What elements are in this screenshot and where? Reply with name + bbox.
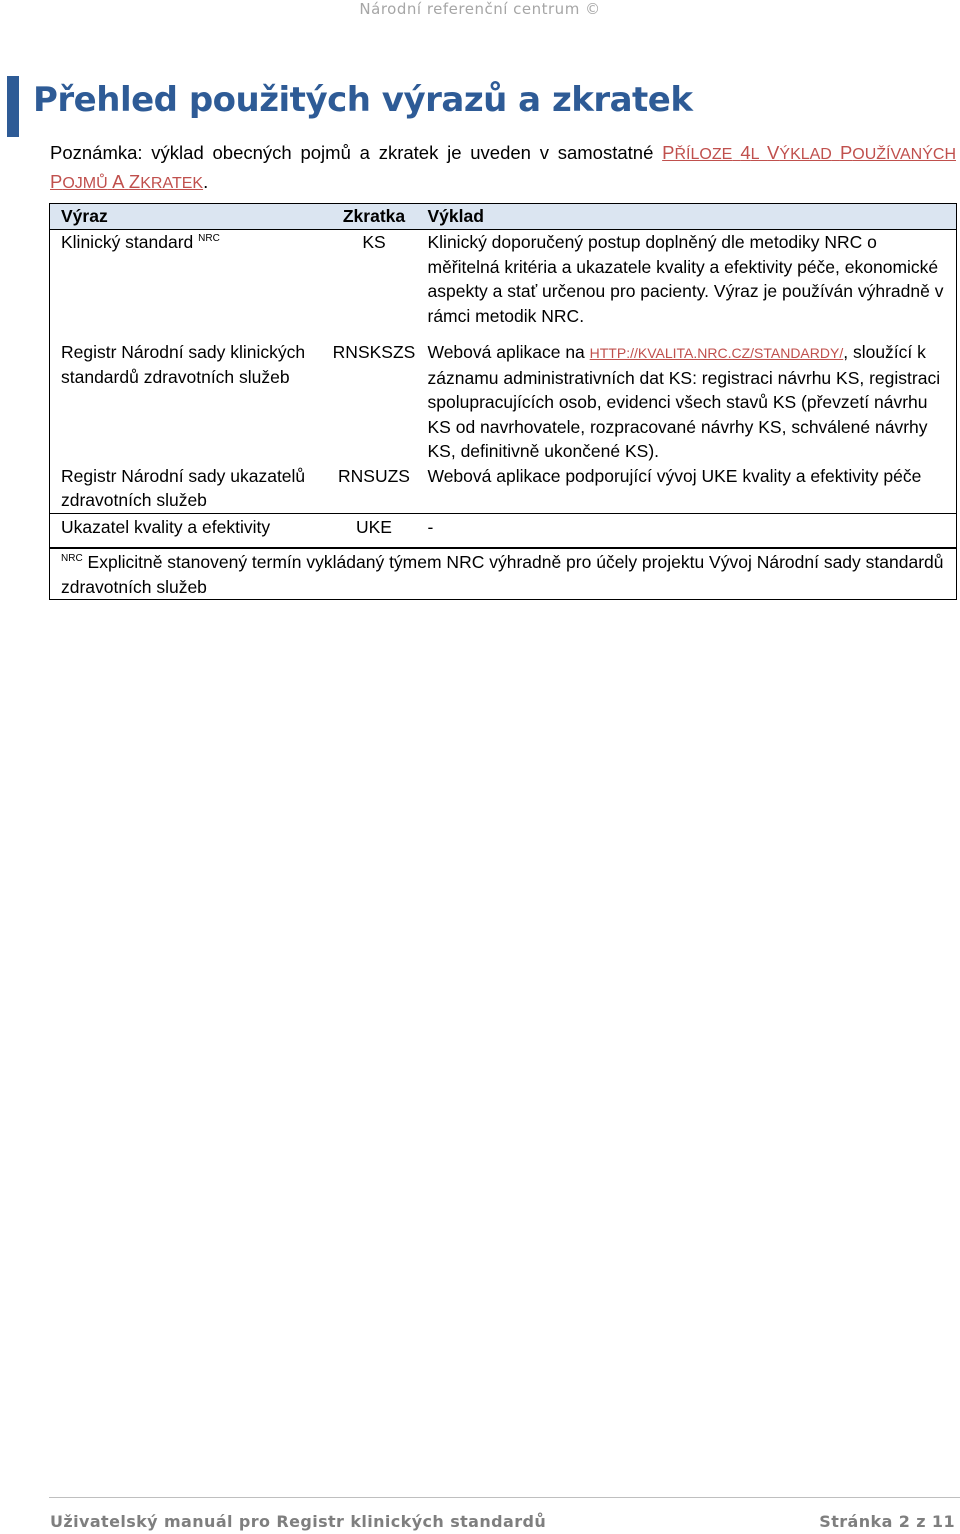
table-row bbox=[50, 464, 957, 514]
row-desc: - bbox=[427, 516, 434, 537]
row-abbr: UKE bbox=[356, 516, 392, 537]
footnote-superscript: NRC bbox=[61, 553, 83, 564]
footnote-body: Explicitně stanovený termín vykládaný týmem NRC výhradně pro účely projektu Vývoj Národní sady standardů zdravotních služeb bbox=[61, 552, 944, 597]
header-desc: Výklad bbox=[428, 204, 957, 230]
footnote-box bbox=[49, 547, 957, 600]
header-abbr: Zkratka bbox=[321, 204, 428, 230]
desc-suffix: , sloužící k záznamu administrativních dat KS: registraci návrhu KS, registraci spolupracujících osob, evidenci všech stavů KS (převzetí návrhu KS od navrhovatele, rozpracované návrhy KS, schválené návrhy KS, definitivně ukončené KS). bbox=[427, 342, 941, 461]
appendix-link[interactable]: PŘÍLOZE 4L VÝKLAD POUŽÍVANÝCH POJMŮ A ZKRATEK bbox=[50, 142, 956, 192]
page-title: Přehled použitých výrazů a zkratek bbox=[33, 80, 693, 120]
note-paragraph bbox=[50, 139, 956, 197]
footnote-text bbox=[50, 548, 957, 600]
row-term: Ukazatel kvality a efektivity bbox=[61, 516, 271, 537]
row-term bbox=[50, 230, 321, 341]
table-row bbox=[50, 513, 957, 548]
desc-prefix: Webová aplikace na bbox=[427, 342, 590, 362]
header-term: Výraz bbox=[50, 204, 321, 230]
row-abbr: RNSUZS bbox=[321, 464, 428, 514]
note-suffix: . bbox=[203, 171, 209, 192]
row-desc: Klinický doporučený postup doplněný dle metodiky NRC o měřitelná kritéria a ukazatele kvality a efektivity péče, ekonomické aspekty a stať určenou pro pacienty. Výraz je používán výhradně v rámci metodik NRC. bbox=[427, 232, 944, 326]
row-abbr: KS bbox=[362, 232, 386, 252]
row-term: Registr Národní sady klinických standardů zdravotních služeb bbox=[61, 342, 306, 387]
term-superscript: NRC bbox=[198, 233, 220, 244]
page-header: Národní referenční centrum © bbox=[359, 0, 601, 18]
footer-page-number: Stránka 2 z 11 bbox=[819, 1512, 955, 1531]
registry-url-link[interactable]: HTTP://KVALITA.NRC.CZ/STANDARDY/ bbox=[589, 345, 844, 361]
row-abbr: RNSKSZS bbox=[332, 342, 416, 362]
footer-document-title: Uživatelský manuál pro Registr klinických standardů bbox=[50, 1512, 547, 1531]
footer-divider bbox=[49, 1497, 960, 1498]
title-accent-bar bbox=[7, 76, 19, 137]
term-text: Klinický standard bbox=[61, 232, 194, 252]
table-header-row bbox=[50, 204, 957, 230]
row-desc bbox=[428, 340, 957, 464]
table-row bbox=[50, 340, 957, 464]
terms-table bbox=[49, 203, 957, 549]
row-term: Registr Národní sady ukazatelů zdravotních služeb bbox=[50, 464, 321, 514]
table-row bbox=[50, 230, 957, 341]
row-desc: Webová aplikace podporující vývoj UKE kvality a efektivity péče bbox=[428, 464, 957, 514]
note-text: Poznámka: výklad obecných pojmů a zkratek je uveden v samostatné bbox=[50, 142, 663, 163]
